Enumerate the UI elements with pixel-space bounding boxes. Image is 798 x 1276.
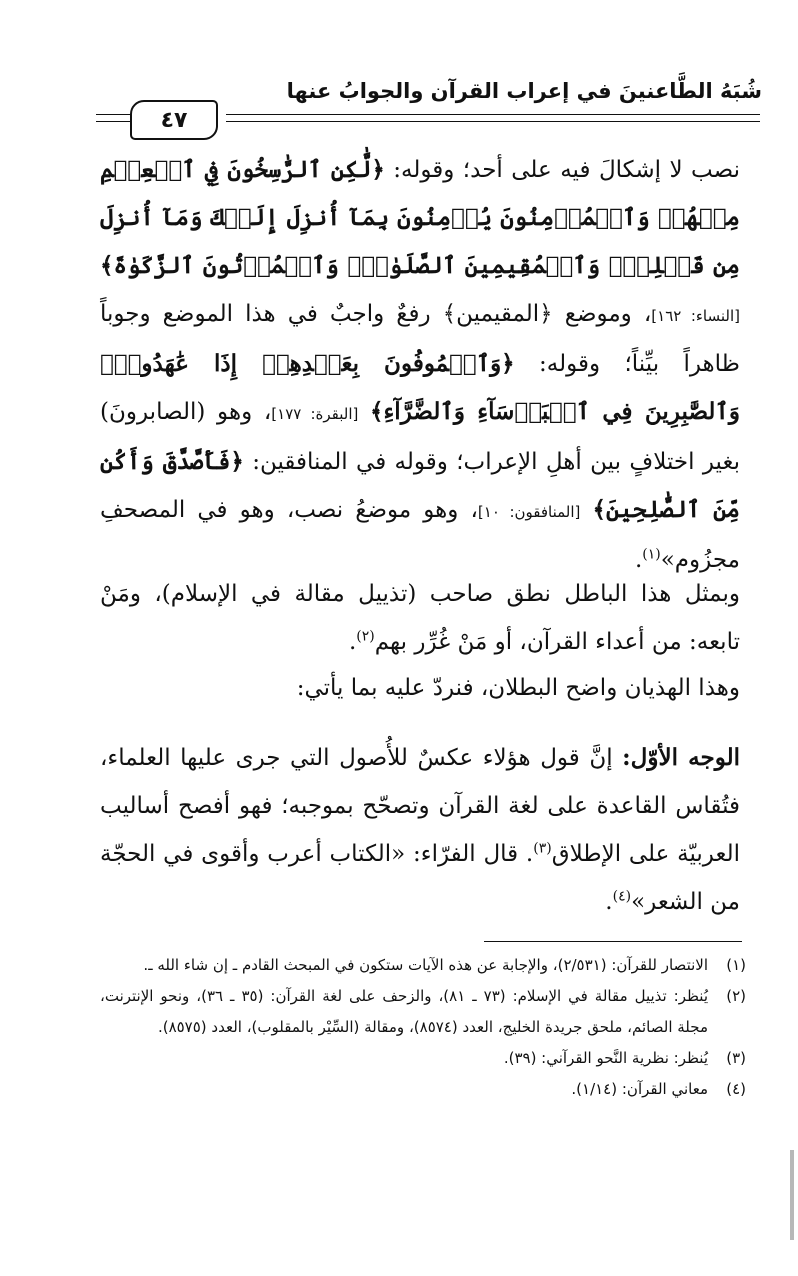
header-rule-right-bottom [226,121,760,122]
page-number-box [130,100,218,140]
paragraph-1-text-a: نصب لا إشكالَ فيه على أحد؛ وقوله: [384,157,740,183]
footnote-text: معاني القرآن: (١/١٤). [571,1080,708,1098]
running-header-title: شُبَهُ الطَّاعنينَ في إعراب القرآن والجوابُ عنها [286,79,762,103]
paragraph-1-end: . [634,547,643,573]
paragraph-2 [100,570,740,666]
footnote-item [100,950,746,981]
paragraph-4-end: . [605,889,613,915]
page-number: ٤٧ [160,107,188,133]
footnote-separator [484,941,742,942]
footnote-number: (١) [726,956,746,974]
footnote-number: (٣) [726,1049,746,1067]
paragraph-1 [100,146,740,584]
paragraph-4-text-a: إنَّ قول هؤلاء عكسٌ للأُصول التي جرى عليها العلماء، فتُقاس القاعدة على لغة القرآن وتصحّح بموجبه؛ فهو أفصح أساليب العربيّة على الإطلاق [100,745,740,867]
footnote-number: (٤) [726,1080,746,1098]
footnote-ref-2[interactable]: (٢) [356,628,375,645]
paragraph-4-text-b: . قال الفرّاء: «الكتاب أعرب وأقوى في الحجّة من الشعر» [100,841,740,915]
scan-edge-shadow [790,1150,794,1240]
header-rule-right-top [226,114,760,115]
paragraph-2-text: وبمثل هذا الباطل نطق صاحب (تذييل مقالة في الإسلام)، ومَنْ تابعه: من أعداء القرآن، أو مَنْ غُرِّر بهم [100,581,740,655]
footnote-text: الانتصار للقرآن: (٢/٥٣١)، والإجابة عن هذه الآيات ستكون في المبحث القادم ـ إن شاء الله ـ. [143,956,708,974]
paragraph-3 [100,664,740,712]
paragraph-1-text-d: ، وهو موضعُ نصب، وهو في المصحفِ مجزُوم» [100,497,740,573]
verse-citation-3: [المنافقون: ١٠] [477,503,581,521]
header-rule-left-top [96,114,130,115]
footnote-text: يُنظر: تذييل مقالة في الإسلام: (٧٣ ـ ٨١)، والزحف على لغة القرآن: (٣٥ ـ ٣٦)، ونحو الإنترنت، مجلة الصائم، ملحق جريدة الخليج، العدد (٨٥٧٤)، ومقالة (السِّيْر بالمقلوب)، العدد (٨٥٧٥). [100,987,709,1036]
paragraph-1-text-b: ، وموضع ﴿المقيمين﴾ رفعٌ واجبٌ في هذا الموضع وجوباً ظاهراً بيِّناً؛ وقوله: [100,301,740,377]
quran-verse-3: ﴿فَأَصَّدَّقَ وَأَكُن مِّنَ ٱلصَّٰلِحِينَ﴾ [100,448,741,523]
footnotes [100,950,746,1105]
footnote-number: (٢) [726,987,746,1005]
footnote-ref-1[interactable]: (١) [642,546,661,563]
footnote-text: يُنظر: نظرية النَّحو القرآني: (٣٩). [503,1049,708,1067]
header-rule-left-bottom [96,121,130,122]
footnote-item [100,1043,746,1074]
paragraph-1-text-c: ، وهو (الصابرونَ) بغير اختلافٍ بين أهلِ الإعراب؛ وقوله في المنافقين: [100,399,740,475]
footnote-ref-4[interactable]: (٤) [612,888,632,905]
footnote-item [100,981,746,1043]
footnote-ref-3[interactable]: (٣) [533,840,552,857]
paragraph-2-end: . [348,629,357,655]
paragraph-3-text: وهذا الهذيان واضح البطلان، فنردّ عليه بما يأتي: [296,675,740,701]
quran-verse-2: ﴿وَٱلۡمُوفُونَ بِعَهۡدِهِمۡ إِذَا عَٰهَدُواْۖ وَٱلصَّٰبِرِينَ فِي ٱلۡبَأۡسَآءِ وَٱلضَّرَّآءِ﴾ [100,350,740,425]
paragraph-4 [100,734,740,926]
section-heading-first-aspect: الوجه الأوّل: [622,744,741,771]
quran-verse-1: ﴿لَّٰكِنِ ٱلرَّٰسِخُونَ فِي ٱلۡعِلۡمِ مِنۡهُمۡ وَٱلۡمُؤۡمِنُونَ يُؤۡمِنُونَ بِمَآ أُنزِلَ إِلَيۡكَ وَمَآ أُنزِلَ مِن قَبۡلِكَۚ وَٱلۡمُقِيمِينَ ٱلصَّلَوٰةَۚ وَٱلۡمُؤۡتُونَ ٱلزَّكَوٰةَ﴾ [100,156,740,279]
verse-citation-1: [النساء: ١٦٢] [651,307,740,325]
verse-citation-2: [البقرة: ١٧٧] [271,405,359,423]
footnote-item [100,1074,746,1105]
